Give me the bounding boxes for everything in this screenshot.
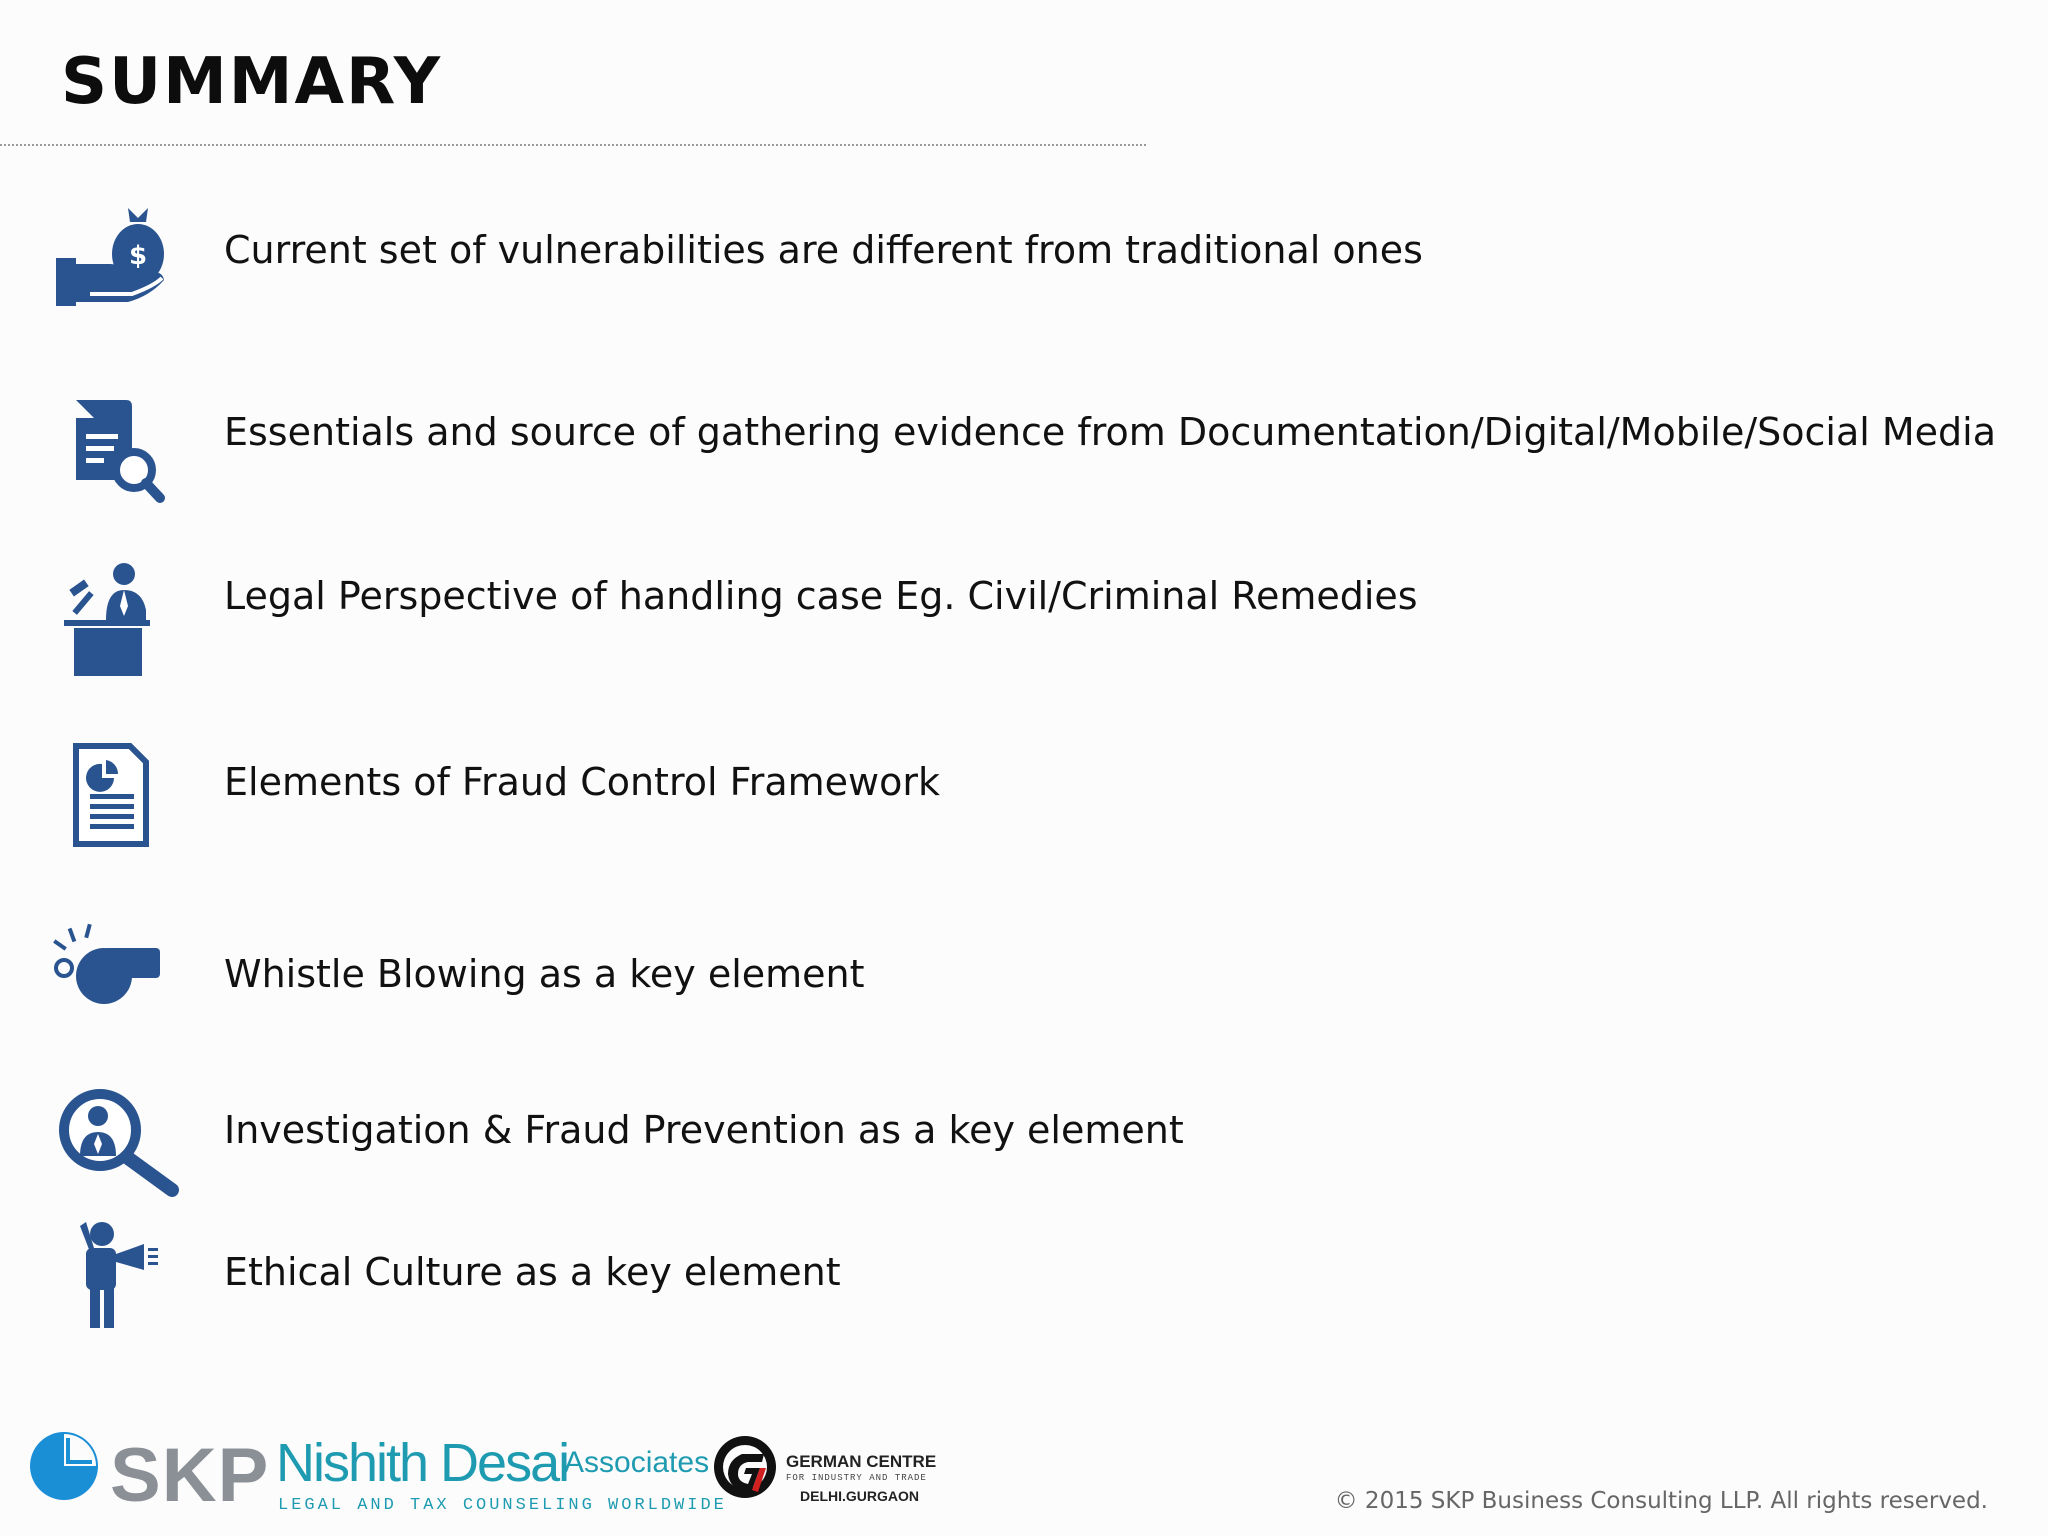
nda-logo-name: Nishith Desai [276,1433,569,1493]
document-search-icon [50,390,190,520]
person-magnifier-icon [50,1080,190,1210]
svg-text:$: $ [128,241,148,271]
title-divider [0,144,1146,146]
person-megaphone-icon [50,1220,190,1350]
gc-logo-subtitle: FOR INDUSTRY AND TRADE [786,1473,927,1483]
summary-item [0,190,2048,320]
gc-logo-city: DELHI.GURGAON [800,1488,919,1504]
summary-item [0,920,2048,1050]
nda-logo-associates: Associates [564,1446,710,1479]
item-text: Ethical Culture as a key element [224,1250,841,1294]
report-document-icon [50,740,190,870]
item-text: Investigation & Fraud Prevention as a key element [224,1108,1184,1152]
item-text: Elements of Fraud Control Framework [224,760,940,804]
nda-logo-tagline: LEGAL AND TAX COUNSELING WORLDWIDE [278,1496,727,1515]
item-text: Essentials and source of gathering evidence from Documentation/Digital/Mobile/Social Media [224,410,1997,454]
footer-logos [28,1428,948,1518]
summary-item [0,1220,2048,1350]
item-text: Legal Perspective of handling case Eg. Civil/Criminal Remedies [224,574,1418,618]
summary-item [0,1080,2048,1210]
skp-logo-text: SKP [110,1433,270,1518]
page-title: SUMMARY [61,45,443,119]
summary-item [0,390,2048,520]
skp-logo-icon [28,1428,100,1504]
money-bag-hand-icon [50,190,190,320]
item-text: Current set of vulnerabilities are different from traditional ones [224,228,1423,272]
summary-item [0,740,2048,870]
item-text: Whistle Blowing as a key element [224,952,865,996]
summary-item [0,560,2048,690]
german-centre-logo-icon [712,1434,778,1500]
judge-podium-icon [50,560,190,690]
copyright-notice: © 2015 SKP Business Consulting LLP. All rights reserved. [1334,1488,1988,1514]
gc-logo-name: GERMAN CENTRE [786,1452,937,1471]
whistle-icon [50,920,190,1050]
